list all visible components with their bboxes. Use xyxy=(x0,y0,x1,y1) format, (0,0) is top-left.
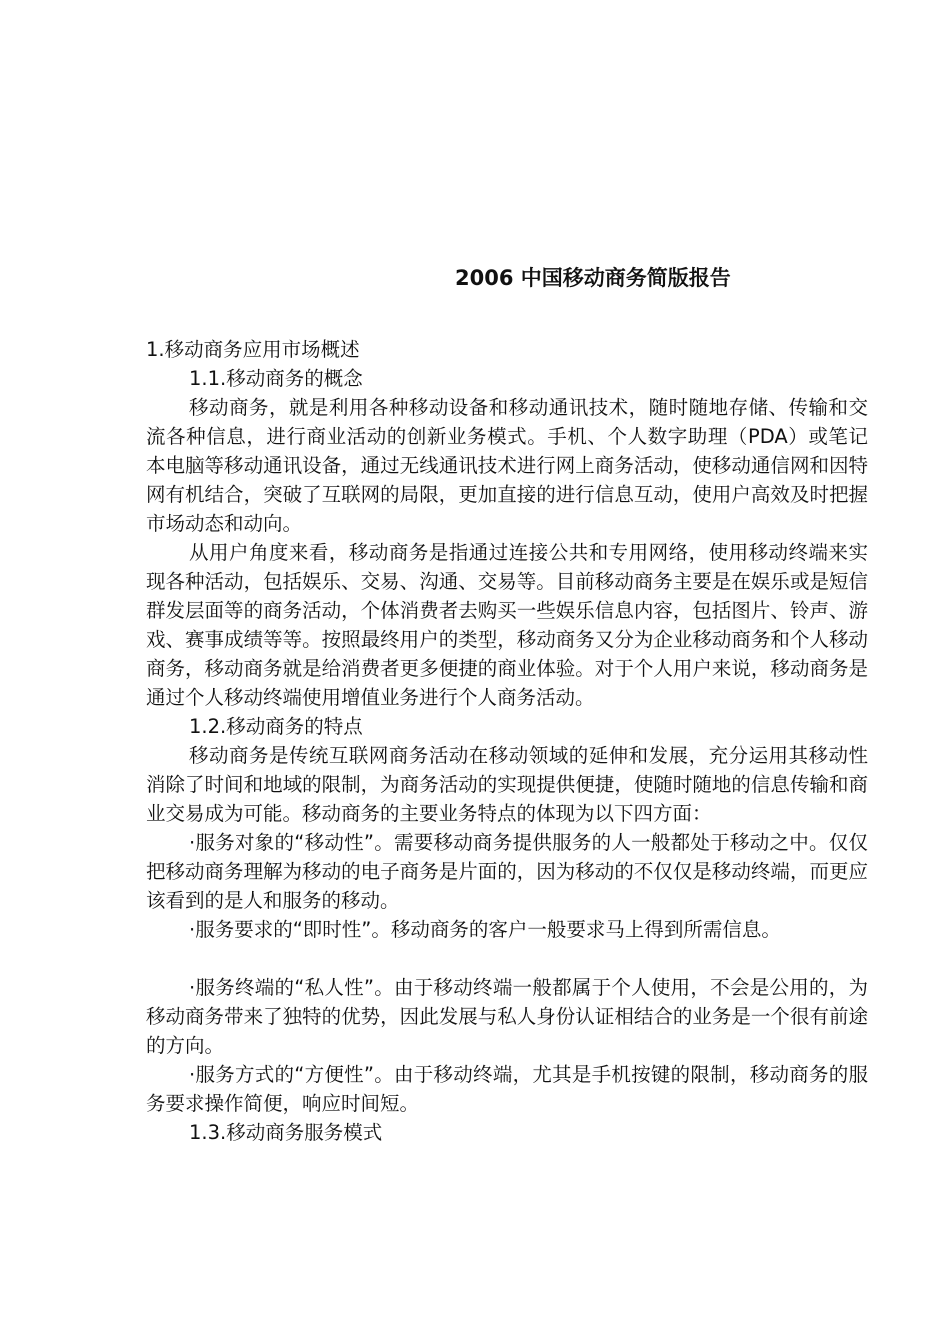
paragraph: 移动商务，就是利用各种移动设备和移动通讯技术，随时随地存储、传输和交流各种信息，进行商业活动的创新业务模式。手机、个人数字助理（PDA）或笔记本电脑等移动通讯设备，通过无线通讯技术进行网上商务活动，使移动通信网和因特网有机结合，突破了互联网的局限，更加直接的进行信息互动，使用户高效及时把握市场动态和动向。 xyxy=(146,396,868,535)
blank-line xyxy=(146,944,868,973)
bullet-item: ·服务对象的“移动性”。需要移动商务提供服务的人一般都处于移动之中。仅仅把移动商务理解为移动的电子商务是片面的，因为移动的不仅仅是移动终端，而更应该看到的是人和服务的移动。 xyxy=(146,831,868,912)
bullet-item: ·服务方式的“方便性”。由于移动终端，尤其是手机按键的限制，移动商务的服务要求操作简便，响应时间短。 xyxy=(146,1063,868,1115)
document-body xyxy=(146,335,868,1147)
paragraph: 移动商务是传统互联网商务活动在移动领域的延伸和发展，充分运用其移动性消除了时间和地域的限制，为商务活动的实现提供便捷，使随时随地的信息传输和商业交易成为可能。移动商务的主要业务特点的体现为以下四方面： xyxy=(146,744,868,825)
bullet-item: ·服务要求的“即时性”。移动商务的客户一般要求马上得到所需信息。 xyxy=(189,918,781,941)
section-heading-1-1: 1.1.移动商务的概念 xyxy=(189,367,363,390)
section-heading-1-2: 1.2.移动商务的特点 xyxy=(189,715,363,738)
paragraph: 从用户角度来看，移动商务是指通过连接公共和专用网络，使用移动终端来实现各种活动，包括娱乐、交易、沟通、交易等。目前移动商务主要是在娱乐或是短信群发层面等的商务活动，个体消费者去购买一些娱乐信息内容，包括图片、铃声、游戏、赛事成绩等等。按照最终用户的类型，移动商务又分为企业移动商务和个人移动商务，移动商务就是给消费者更多便捷的商业体验。对于个人用户来说，移动商务是通过个人移动终端使用增值业务进行个人商务活动。 xyxy=(146,541,868,709)
section-heading-1-3: 1.3.移动商务服务模式 xyxy=(189,1121,383,1144)
bullet-item: ·服务终端的“私人性”。由于移动终端一般都属于个人使用，不会是公用的，为移动商务带来了独特的优势，因此发展与私人身份认证相结合的业务是一个很有前途的方向。 xyxy=(146,976,868,1057)
document-title: 2006 中国移动商务简版报告 xyxy=(455,266,731,290)
section-heading-1: 1.移动商务应用市场概述 xyxy=(146,338,360,361)
